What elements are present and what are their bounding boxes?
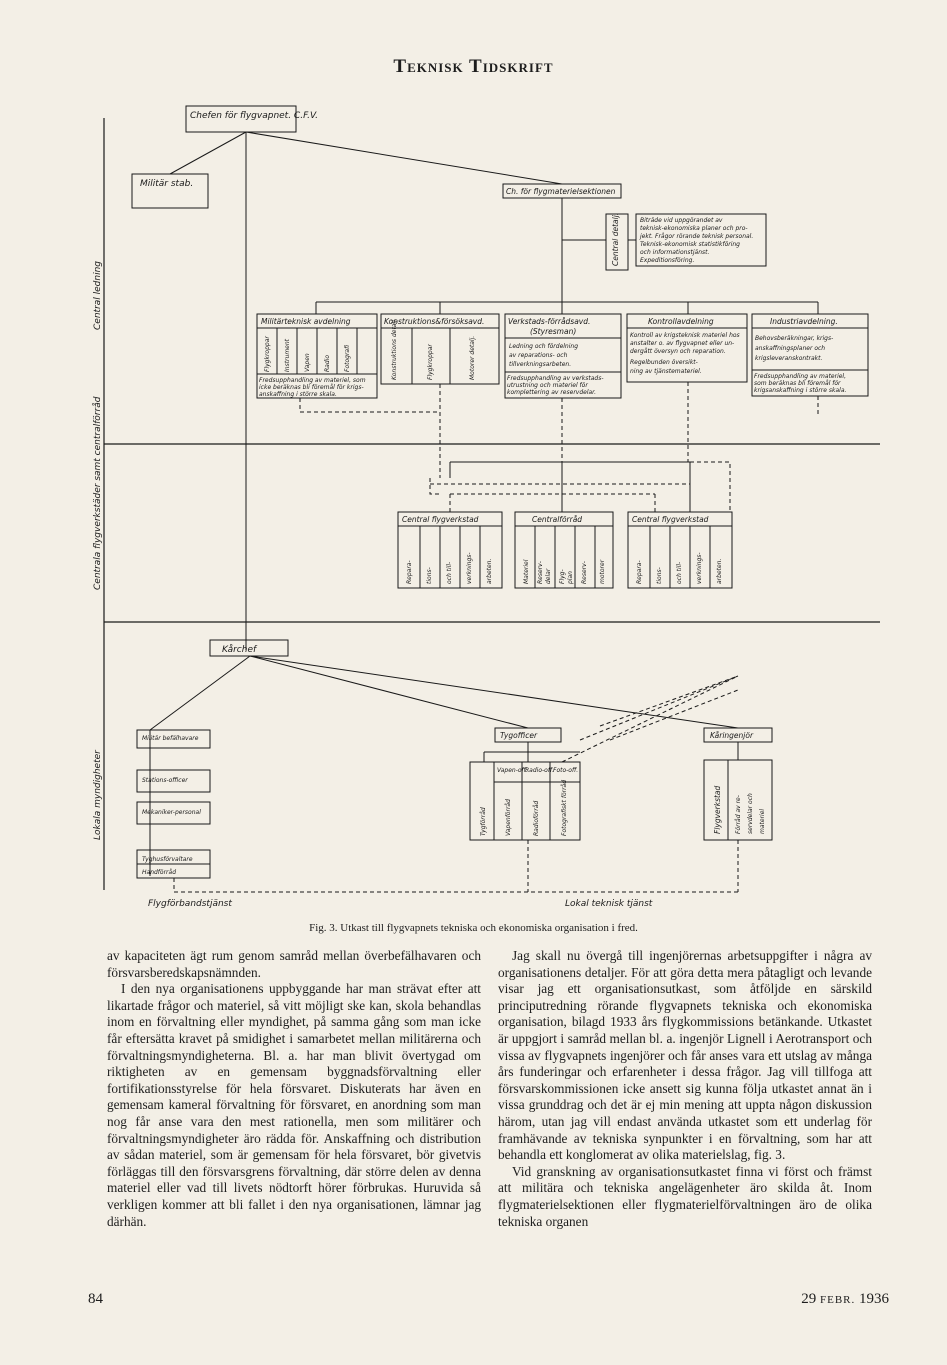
cv1-text-4: verknings- [466,552,473,584]
right-text-column [498,948,872,1230]
cv2-text-3: och till- [676,561,683,584]
biträde-line-2: teknisk-ekonomiska planer och pro- [640,225,748,232]
militartekn-note-2: icke beräknas bli föremål för krigs- [259,384,364,391]
radio-off: Radio-off. [525,767,555,774]
box-central-flygverkstad-2: Central flygverkstad [632,515,709,524]
konstruktion-sub-2: Flygkroppar [427,344,434,380]
foto-off: Foto-off. [553,767,579,774]
cv2-text-2: tions- [656,567,663,584]
biträde-line-3: jekt. Frågor rörande teknisk personal. [640,233,754,240]
flygverkstad-text-1: Förråd av re- [735,795,742,834]
industri-note-3: krigsanskaffning i större skala. [754,387,847,394]
militartekn-note-3: anskaffning i större skala. [259,391,337,398]
industri-note-1: Fredsupphandling av materiel, [754,373,847,380]
cf-text-2: Reserv- [537,561,544,584]
cf-text-6: Reserv- [581,561,588,584]
militartekn-sub-4: Radio [324,355,331,372]
issue-date-year: 1936 [859,1291,889,1307]
box-central-flygverkstad-1: Central flygverkstad [402,515,479,524]
cv1-text-2: tions- [426,567,433,584]
kontroll-text-5: ning av tjänstemateriel. [630,368,702,375]
right-paragraph-1: Jag skall nu övergå till ingenjörernas arbetsuppgifter i några av organisationens detaljer. För att göra detta mera påtagligt och levande visar jag ett organisationsutkast, som åtföljde en särskild principutredning rörande flygvapnets tekniska och ekonomiska organisation, bilagd 1933 års flygkommissions betänkande. Utkastet är uppgjort i samråd mellan bl. a. ingenjör Lignell i Aerotransport och vissa av flygvapnets ingenjörer och får anses vara ett utslag av många års funderingar och erfarenheter i dessa frågor. Jag vill tillfoga att försvarskommissionen icke ansett sig kunna följa utkastet annat än i vissa grunddrag och det är ej min mening att uppta någon diskussion härom, utan jag vill endast använda utkastet som ett underlag för framhävande av tekniska synpunkter i en förvaltning, som har att behandla ett konglomerat av olika materielslag, fig. 3. [498,948,872,1163]
biträde-line-5: och informationstjänst. [640,249,710,256]
cv2-text-5: arbeten. [716,558,723,584]
kontroll-text-4: Regelbunden översikt- [630,359,698,366]
verkstad-note-3: komplettering av reservdelar. [507,389,597,396]
figure-caption: Fig. 3. Utkast till flygvapnets tekniska och ekonomiska organisation i fred. [309,922,638,934]
side-label-central-ledning: Central ledning [93,260,103,330]
side-label-centrala-verkstader: Centrala flygverkstäder samt centralförråd [93,396,103,590]
cf-text-4: Flyg- [559,569,566,584]
militartekn-sub-2: Instrument [284,338,291,372]
kontroll-text-2: anstalter o. av flygvapnet eller un- [630,340,735,347]
verkstad-text-1: Ledning och fördelning [509,343,579,350]
left-paragraph-2: I den nya organisationens uppbyggande har man strävat efter att likartade frågor och materiel, så vitt möjligt ske kan, skola behandlas inom en förvaltning eller myndighet, på samma gång som man icke får eftersätta kravet på smidighet i samarbetet mellan militärerna och förvaltningsmyndigheterna. Bl. a. har man blivit övertygad om riktigheten av en gemensam byggnadsförvaltning eller fortifikationsstyrelse för hela försvaret. Diskuterats har även en gemensam kameral förvaltning för försvaret, en anordning som man nog får anse vara den mest rationella, men som militärer och förvaltningsmyndigheter äro rädda för. Anskaffning och distribution av sådan materiel, som är gemensam för hela försvaret, bör givetvis förläggas till den försvarsgrens förvaltning, där större delen av denna materiel eller vad till livets nödtorft hörer förbrukas. Huruvida så verkligen kommer att bli fallet i den nya organisationen, lämnar jag därhän. [107,981,481,1229]
box-centralforrad: Centralförråd [532,515,583,524]
side-label-lokala-myndigheter: Lokala myndigheter [93,750,103,840]
militartekn-note-1: Fredsupphandling av materiel, som [259,377,366,384]
flygverkstad-text-3: materiel [759,808,766,834]
left-text-column [107,948,481,1230]
box-flygverkstad: Flygverkstad [713,785,722,834]
verkstad-styresman: (Styresman) [530,327,577,336]
box-tygforrad: Tygförråd [480,807,487,836]
fotografiskt-forrad: Fotografiskt förråd [561,779,568,836]
issue-date-month: FEBR. [819,1294,856,1306]
issue-date-day: 29 [801,1291,817,1307]
industri-text-2: anskaffningsplaner och [755,345,826,352]
right-paragraph-2: Vid granskning av organisationsutkastet finna vi först och främst att militära och tekniska angelägenheter äro skilda åt. Inom flygmaterielsektionen eller flygmaterielförvaltningen äro de olika tekniska organen [498,1163,872,1229]
box-kontroll: Kontrollavdelning [648,317,714,326]
biträde-line-1: Biträde vid uppgörandet av [640,217,723,224]
issue-date [801,1291,889,1308]
box-militartekn: Militärteknisk avdelning [261,317,351,326]
journal-masthead: Teknisk Tidskrift [393,56,554,77]
verkstad-text-2: av reparations- och [509,352,568,359]
kontroll-text-3: dergått översyn och reparation. [630,348,726,355]
label-flygforbandstjanst: Flygförbandstjänst [148,899,232,909]
industri-text-1: Behovsberäkningar, krigs- [755,335,834,342]
box-mekanikerpersonal: Mekaniker-personal [142,809,201,816]
cf-text-1: Materiel [523,559,530,584]
label-lokal-teknisk-tjanst: Lokal teknisk tjänst [565,899,653,909]
biträde-line-6: Expeditionsföring. [640,257,695,264]
box-materielsektion: Ch. för flygmaterielsektionen [506,187,616,196]
konstruktion-sub-3: Motorer detalj. [469,335,476,380]
cf-text-7: motorer [599,559,606,584]
cv1-text-1: Repara- [406,560,413,584]
box-konstruktion: Konstruktions&försöksavd. [384,317,485,326]
box-central-detalj: Central detalj. [611,212,620,266]
konstruktion-sub-1: Konstruktions detalj. [391,318,398,380]
box-industri: Industriavdelning. [770,317,838,326]
box-tyghusforvaltare: Tyghusförvaltare [142,856,193,863]
kontroll-text-1: Kontroll av krigsteknisk materiel hos [630,332,740,339]
vapenforrad: Vapenförråd [505,799,512,836]
cv2-text-4: verknings- [696,552,703,584]
flygverkstad-text-2: servdelar och [747,793,754,834]
page-number: 84 [88,1291,103,1307]
box-stationsofficer: Stations-officer [142,777,188,784]
left-paragraph-1: av kapaciteten ägt rum genom samråd mellan överbefälhavaren och försvarsberedskapsnämnden. [107,948,481,980]
box-militar-befalhavare: Militär befälhavare [142,735,199,742]
vapen-off: Vapen-off. [497,767,528,774]
verkstad-note-1: Fredsupphandling av verkstads- [507,375,604,382]
box-handforrad: Handförråd [142,869,177,876]
cv2-text-1: Repara- [636,560,643,584]
industri-text-3: krigsleveranskontrakt. [755,355,823,362]
radioforrad: Radioförråd [533,800,540,836]
verkstad-note-2: utrustning och materiel för [507,382,588,389]
verkstad-text-3: tillverkningsarbeten. [509,361,572,368]
box-militar-stab: Militär stab. [140,179,194,189]
cv1-text-3: och till- [446,561,453,584]
biträde-line-4: Teknisk-ekonomisk statistikföring [640,241,740,248]
box-karingenjor: Kåringenjör [710,731,754,740]
box-tygofficer: Tygofficer [500,731,538,740]
cf-text-3: delar [545,568,552,584]
militartekn-sub-1: Flygkroppar [264,336,271,372]
industri-note-2: som beräknas bli föremål för [754,380,841,387]
cv1-text-5: arbeten. [486,558,493,584]
box-karchef: Kårchef [222,645,257,655]
militartekn-sub-5: Fotografi [344,345,351,372]
cf-text-5: plan [567,571,574,584]
militartekn-sub-3: Vapen [304,353,311,372]
box-chef-flygvapnet: Chefen för flygvapnet. C.F.V. [190,111,318,121]
box-verkstad: Verkstads-förrådsavd. [508,317,591,326]
